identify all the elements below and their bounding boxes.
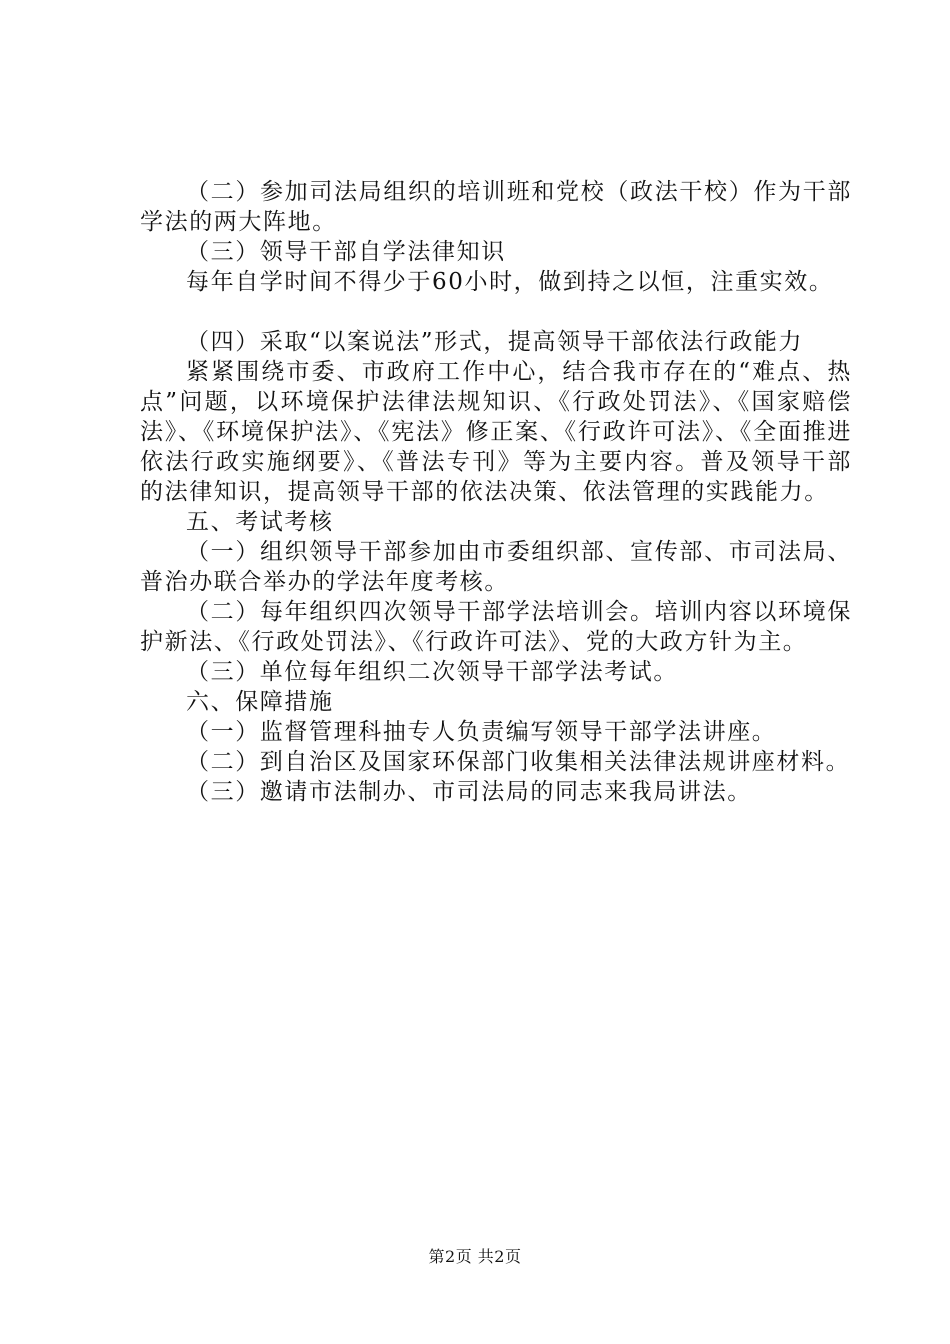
paragraph-case-method-heading: （四）采取“以案说法”形式，提高领导干部依法行政能力 xyxy=(186,329,804,355)
page-number-footer: 第2页 共2页 xyxy=(428,1247,522,1266)
section-heading-safeguards: 六、保障措施 xyxy=(186,689,334,715)
document-body xyxy=(140,177,852,807)
paragraph-material-collection: （二）到自治区及国家环保部门收集相关法律法规讲座材料。 xyxy=(186,749,851,775)
paragraph-study-content: 紧紧围绕市委、市政府工作中心，结合我市存在的“难点、热点”问题，以环境保护法律法规知识、《行政处罚法》、《国家赔偿法》、《环境保护法》、《宪法》修正案、《行政许可法》、《全面推进依法行政实施纲要》、《普法专刊》等为主要内容。普及领导干部的法律知识，提高领导干部的依法决策、依法管理的实践能力。 xyxy=(140,359,852,505)
paragraph-training-sessions: （二）每年组织四次领导干部学法培训会。培训内容以环境保护新法、《行政处罚法》、《行政许可法》、党的大政方针为主。 xyxy=(140,599,852,655)
paragraph-self-study-hours: 每年自学时间不得少于60小时，做到持之以恒，注重实效。 xyxy=(186,269,834,295)
paragraph-training-venues: （二）参加司法局组织的培训班和党校（政法干校）作为干部学法的两大阵地。 xyxy=(140,179,852,235)
paragraph-self-study-heading: （三）领导干部自学法律知识 xyxy=(186,239,506,265)
paragraph-annual-assessment: （一）组织领导干部参加由市委组织部、宣传部、市司法局、普治办联合举办的学法年度考核。 xyxy=(140,539,852,595)
paragraph-blank xyxy=(140,297,852,327)
paragraph-unit-exams: （三）单位每年组织二次领导干部学法考试。 xyxy=(186,659,678,685)
paragraph-invite-speakers: （三）邀请市法制办、市司法局的同志来我局讲法。 xyxy=(186,779,752,805)
paragraph-lecture-writing: （一）监督管理科抽专人负责编写领导干部学法讲座。 xyxy=(186,719,777,745)
section-heading-exams: 五、考试考核 xyxy=(186,509,334,535)
